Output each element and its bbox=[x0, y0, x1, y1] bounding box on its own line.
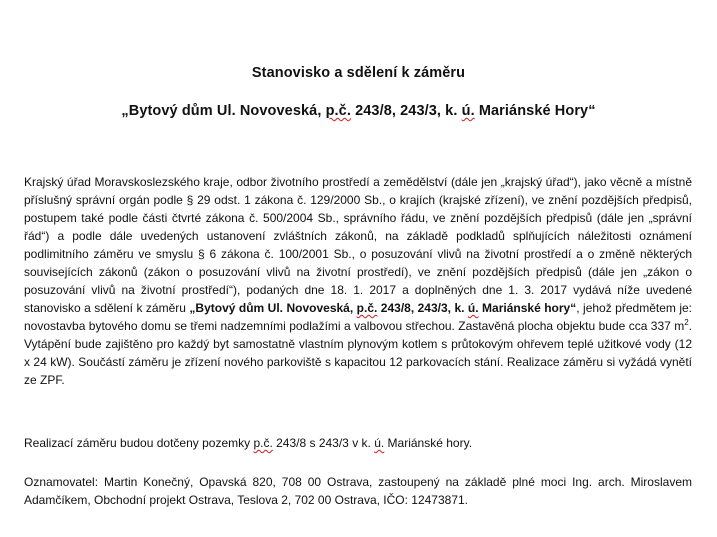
spellcheck-word[interactable]: p.č. bbox=[253, 436, 273, 450]
spellcheck-word[interactable]: p.č. bbox=[325, 103, 351, 119]
spellcheck-word[interactable]: p.č. bbox=[356, 301, 378, 315]
project-title-suffix: Mariánské Hory“ bbox=[474, 103, 596, 119]
spellcheck-word[interactable]: ú. bbox=[374, 436, 385, 450]
bold-text: 243/8, 243/3, k. bbox=[377, 301, 468, 315]
paragraph-affected-land bbox=[24, 434, 692, 452]
paragraph-text: Realizací záměru budou dotčeny pozemky bbox=[24, 436, 254, 450]
paragraph-text: , jehož předmětem je: novostavba bytového domu se třemi nadzemními podlažími a valbovou střechou. Zastavěná plocha objektu bude cca 337 m bbox=[24, 301, 693, 333]
bold-text: „Bytový dům Ul. Novoveská, bbox=[189, 301, 357, 315]
project-title-prefix: „Bytový dům Ul. Novoveská, bbox=[121, 103, 326, 119]
paragraph-text: Mariánské hory. bbox=[384, 436, 473, 450]
paragraph-notifier: Oznamovatel: Martin Konečný, Opavská 820, 708 00 Ostrava, zastoupený na základě plné moci Ing. arch. Miroslavem Adamčíkem, Obchodní projekt Ostrava, Teslova 2, 702 00 Ostrava, IČO: 12473871. bbox=[24, 475, 692, 507]
spellcheck-word[interactable]: ú. bbox=[467, 301, 479, 315]
paragraph-text: podaných dne 18. 1. 2017 a doplněných dne 1. 3. 2017 vydává níže uvedené stanovisko a sdělení k záměru bbox=[24, 283, 693, 315]
project-name-bold bbox=[189, 301, 576, 315]
bold-text: Mariánské hory“ bbox=[478, 301, 577, 315]
paragraph-text: Krajský úřad Moravskoslezského kraje, odbor životního prostředí a zemědělství (dále jen „krajský úřad“), jako věcně a místně příslušný správní orgán podle § 29 odst. 1 zákona č. 129/2000 Sb., o krajích (krajské zřízení), ve znění pozdějších předpisů, postupem také podle části čtvrté zákona č. 500/2004 Sb., správního řádu, ve znění pozdějších předpisů (dále jen „správní řád“) a podle dále uvedených ustanovení zvláštních zákonů, na základě podkladů splňujících náležitosti oznámení podlimitního záměru ve smyslu § 6 zákona č. 100/2001 Sb., o posuzování vlivů na životní prostředí a o změně některých souvisejících zákonů (zákon o posuzování vlivů na životní prostředí), ve znění pozdějších předpisů (dále jen „zákon o posuzování vlivů na životní prostředí“), bbox=[24, 175, 692, 297]
paragraph-text: 243/8 s 243/3 v k. bbox=[272, 436, 375, 450]
paragraph-text: . Vytápění bude zajištěno pro každý byt samostatně vlastním plynovým kotlem s průtokovým ohřevem teplé užitkové vody (12 x 24 kW). Součástí záměru je zřízení nového parkoviště s kapacitou 12 parkovacích stání. Realizace záměru si vyžádá vynětí ze ZPF. bbox=[24, 319, 692, 387]
document-title: Stanovisko a sdělení k záměru bbox=[251, 65, 466, 81]
spellcheck-word[interactable]: ú. bbox=[461, 103, 475, 119]
paragraph-statement bbox=[24, 173, 692, 389]
project-title-mid: 243/8, 243/3, k. bbox=[350, 103, 462, 119]
project-title bbox=[0, 103, 717, 119]
superscript: 2 bbox=[684, 318, 689, 327]
